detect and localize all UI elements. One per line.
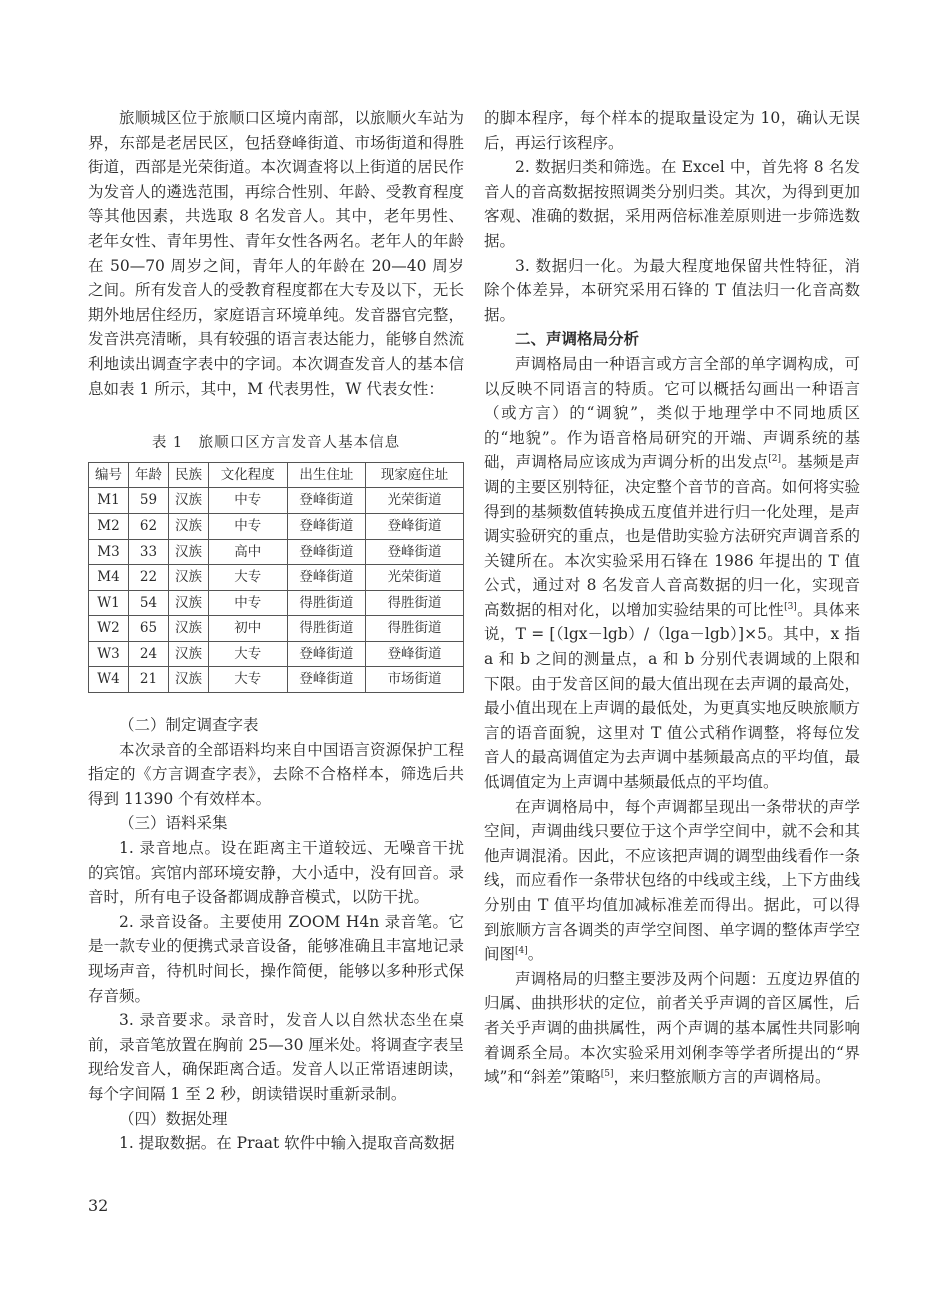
paragraph: 本次录音的全部语料均来自中国语言资源保护工程指定的《方言调查字表》，去除不合格样本，筛选后共得到 11390 个有效样本。 xyxy=(88,740,464,808)
table-cell: 22 xyxy=(129,565,169,591)
table-header-row xyxy=(89,462,464,488)
table-header-cell: 编号 xyxy=(89,462,129,488)
citation-link[interactable]: [3] xyxy=(784,601,797,612)
table-caption: 表 1 旅顺口区方言发音人基本信息 xyxy=(151,435,401,452)
table-cell: 大专 xyxy=(209,565,288,591)
table-row xyxy=(89,488,464,514)
table-cell: W4 xyxy=(89,667,129,693)
table-cell: 光荣街道 xyxy=(366,488,464,514)
speaker-info-table xyxy=(88,462,464,693)
table-cell: 登峰街道 xyxy=(366,513,464,539)
text-run: 。具体来说，T = [（lgx－lgb）/（lga－lgb）]×5。其中，x 指 a 和 b 之间的测量点，a 和 b 分别代表调域的上限和下限。由于发音区间的最大值出现在去声调的最高处，最小值出现在上声调的最低处，为更真实地反映旅顺方言的语音面貌，这里对 T 值公式稍作调整，将每位发音人的最高调值定为去声调中基频最高点的平均值，最低调值定为上声调中基频最低点的平均值。 xyxy=(484,600,860,792)
citation-link[interactable]: [2] xyxy=(768,454,782,465)
text-run: ，来归整旅顺方言的声调格局。 xyxy=(613,1068,831,1087)
table-cell: 登峰街道 xyxy=(287,539,366,565)
citation-link[interactable]: [5] xyxy=(600,1069,614,1079)
table-cell: 初中 xyxy=(209,616,288,642)
table-cell: W3 xyxy=(89,641,129,667)
table-cell: M4 xyxy=(89,565,129,591)
table-row xyxy=(89,539,464,565)
paragraph: 1. 录音地点。设在距离主干道较远、无噪音干扰的宾馆。宾馆内部环境安静，大小适中，没有回音。录音时，所有电子设备都调成静音模式，以防干扰。 xyxy=(88,839,464,907)
section-heading: （四）数据处理 xyxy=(119,1109,228,1128)
table-row xyxy=(89,590,464,616)
table-row xyxy=(89,667,464,693)
table-cell: 54 xyxy=(129,590,169,616)
table-cell: 登峰街道 xyxy=(287,667,366,693)
table-cell: 汉族 xyxy=(169,590,209,616)
text-run: 在声调格局中，每个声调都呈现出一条带状的声学空间，声调曲线只要位于这个声学空间中，就不会和其他声调混淆。因此，不应该把声调的调型曲线看作一条线，而应看作一条带状包络的中线或主线，上下方曲线分别由 T 值平均值加减标准差而得出。据此，可以得到旅顺方言各调类的声学空间图、单字调的整体声学空间图 xyxy=(484,797,860,964)
table-cell: 得胜街道 xyxy=(287,590,366,616)
table-cell: 大专 xyxy=(209,641,288,667)
table-cell: 中专 xyxy=(209,513,288,539)
table-cell: 中专 xyxy=(209,488,288,514)
table-cell: 登峰街道 xyxy=(287,641,366,667)
section-heading: （二）制定调查字表 xyxy=(119,716,259,735)
table-cell: 大专 xyxy=(209,667,288,693)
table-cell: 登峰街道 xyxy=(366,641,464,667)
table-header-cell: 民族 xyxy=(169,462,209,488)
table-cell: 汉族 xyxy=(169,667,209,693)
paragraph: 3. 数据归一化。为最大程度地保留共性特征，消除个体差异，本研究采用石锋的 T 值法归一化音高数据。 xyxy=(484,256,860,324)
table-cell: 汉族 xyxy=(169,488,209,514)
table-header-cell: 现家庭住址 xyxy=(366,462,464,488)
page-number: 32 xyxy=(88,1196,109,1215)
paragraph: 2. 数据归类和筛选。在 Excel 中，首先将 8 名发音人的音高数据按照调类分别归类。其次，为得到更加客观、准确的数据，采用两倍标准差原则进一步筛选数据。 xyxy=(484,158,860,250)
table-cell: 登峰街道 xyxy=(287,565,366,591)
text-run: 。基频是声调的主要区别特征，决定整个音节的音高。如何将实验得到的基频数值转换成五度值并进行归一化处理，是声调实验研究的重点，也是借助实验方法研究声调音系的关键所在。本次实验采用石锋在 1986 年提出的 T 值公式，通过对 8 名发音人音高数据的归一化，实现音高数据的相对化，以增加实验结果的可比性 xyxy=(484,453,860,619)
table-cell: 登峰街道 xyxy=(366,539,464,565)
citation-link[interactable]: [4] xyxy=(515,946,528,957)
text-run: 。 xyxy=(527,945,544,964)
paragraph xyxy=(484,795,860,967)
table-cell: M1 xyxy=(89,488,129,514)
right-column xyxy=(484,106,860,1090)
table-cell: 65 xyxy=(129,616,169,642)
table-cell: 登峰街道 xyxy=(287,488,366,514)
paragraph: 的脚本程序，每个样本的提取量设定为 10，确认无误后，再运行该程序。 xyxy=(484,109,860,152)
table-cell: 汉族 xyxy=(169,513,209,539)
table-header-cell: 年龄 xyxy=(129,462,169,488)
table-cell: M2 xyxy=(89,513,129,539)
table-cell: 汉族 xyxy=(169,641,209,667)
text-run: 声调格局的归整主要涉及两个问题：五度边界值的归属、曲拱形状的定位，前者关乎声调的音区属性，后者关乎声调的曲拱属性，两个声调的基本属性共同影响着调系全局。本次实验采用刘俐李等学者所提出的“界域”和“斜差”策略 xyxy=(484,969,860,1087)
table-cell: 33 xyxy=(129,539,169,565)
paragraph: 3. 录音要求。录音时，发音人以自然状态坐在桌前，录音笔放置在胸前 25—30 厘米处。将调查字表呈现给发音人，确保距离合适。发音人以正常语速朗读，每个字间隔 1 至 2 秒，朗读错误时重新录制。 xyxy=(88,1011,464,1103)
table-row xyxy=(89,513,464,539)
table-row xyxy=(89,616,464,642)
table-cell: 汉族 xyxy=(169,565,209,591)
paragraph: 1. 提取数据。在 Praat 软件中输入提取音高数据 xyxy=(119,1134,455,1153)
table-cell: 得胜街道 xyxy=(366,616,464,642)
table-cell: 得胜街道 xyxy=(287,616,366,642)
table-cell: M3 xyxy=(89,539,129,565)
section-heading: 二、声调格局分析 xyxy=(515,329,640,349)
paragraph: 2. 录音设备。主要使用 ZOOM H4n 录音笔。它是一款专业的便携式录音设备，能够准确且丰富地记录现场声音，待机时间长，操作简便，能够以多种形式保存音频。 xyxy=(88,912,464,1005)
table-header-cell: 文化程度 xyxy=(209,462,288,488)
table-cell: 得胜街道 xyxy=(366,590,464,616)
paragraph xyxy=(484,352,860,795)
paragraph xyxy=(484,967,860,1090)
table-cell: 高中 xyxy=(209,539,288,565)
table-cell: 59 xyxy=(129,488,169,514)
table-cell: 登峰街道 xyxy=(287,513,366,539)
table-cell: W2 xyxy=(89,616,129,642)
table-cell: 汉族 xyxy=(169,616,209,642)
table-cell: 市场街道 xyxy=(366,667,464,693)
text-run: 声调格局由一种语言或方言全部的单字调构成，可以反映不同语言的特质。它可以概括勾画出一种语言（或方言）的“调貌”，类似于地理学中不同地质区的“地貌”。作为语音格局研究的开端、声调系统的基础，声调格局应该成为声调分析的出发点 xyxy=(484,354,860,472)
left-column xyxy=(88,106,464,1156)
table-cell: W1 xyxy=(89,590,129,616)
table-cell: 62 xyxy=(129,513,169,539)
section-heading: （三）语料采集 xyxy=(119,814,228,833)
table-cell: 中专 xyxy=(209,590,288,616)
table-cell: 24 xyxy=(129,641,169,667)
table-row xyxy=(89,565,464,591)
table-header-cell: 出生住址 xyxy=(287,462,366,488)
table-cell: 光荣街道 xyxy=(366,565,464,591)
table-row xyxy=(89,641,464,667)
table-cell: 21 xyxy=(129,667,169,693)
table-cell: 汉族 xyxy=(169,539,209,565)
paragraph: 旅顺城区位于旅顺口区境内南部，以旅顺火车站为界，东部是老居民区，包括登峰街道、市场街道和得胜街道，西部是光荣街道。本次调查将以上街道的居民作为发音人的遴选范围，再综合性别、年龄、受教育程度等其他因素，共选取 8 名发音人。其中，老年男性、老年女性、青年男性、青年女性各两名。老年人的年龄在 50—70 周岁之间，青年人的年龄在 20—40 周岁之间。所有发音人的受教育程度都在大专及以下，无长期外地居住经历，家庭语言环境单纯。发音器官完整，发音洪亮清晰，具有较强的语言表达能力，能够自然流利地读出调查字表中的字词。本次调查发音人的基本信息如表 1 所示，其中，M 代表男性，W 代表女性： xyxy=(88,109,464,398)
